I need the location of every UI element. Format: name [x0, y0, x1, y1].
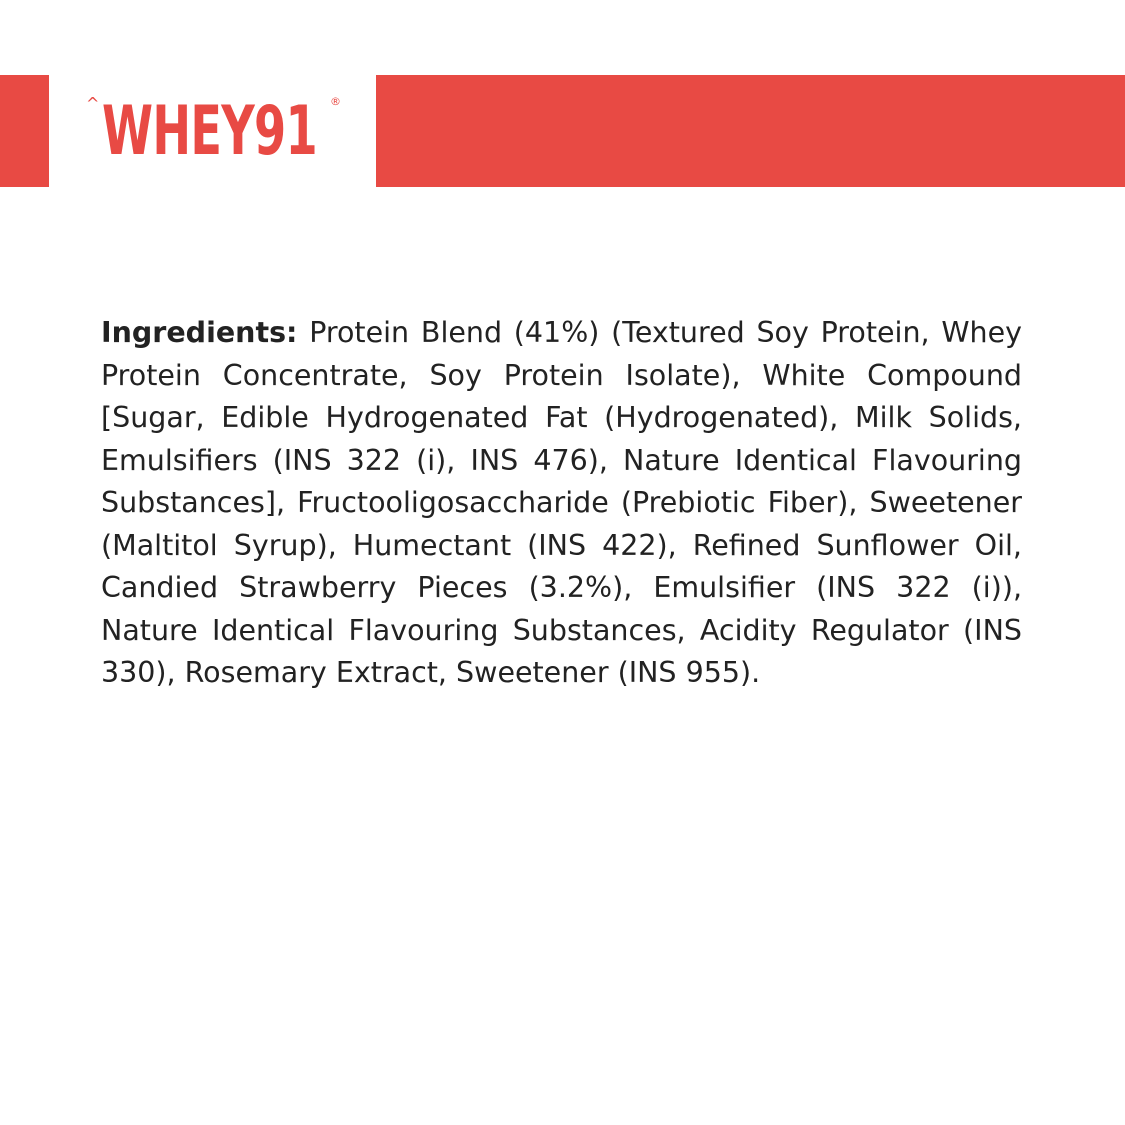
registered-mark: ®	[330, 95, 341, 108]
header-band-left	[0, 75, 49, 187]
logo-wordmark: WHEY91	[102, 92, 318, 171]
ingredients-paragraph	[101, 312, 1022, 695]
logo-caret: ^	[86, 94, 100, 113]
ingredients-text: Protein Blend (41%) (Textured Soy Protein, Whey Protein Concentrate, Soy Protein Isolate), White Compound [Sugar, Edible Hydrogenated Fat (Hydrogenated), Milk Solids, Emulsifiers (INS 322 (i), INS 476), Nature Identical Flavouring Substances], Fructooligosaccharide (Prebiotic Fiber), Sweetener (Maltitol Syrup), Humectant (INS 422), Refined Sunflower Oil, Candied Strawberry Pieces (3.2%), Emulsifier (INS 322 (i)), Nature Identical Flavouring Substances, Acidity Regulator (INS 330), Rosemary Extract, Sweetener (INS 955).	[101, 316, 1022, 689]
brand-logo	[86, 92, 342, 172]
header-band-right	[376, 75, 1125, 187]
ingredients-label: Ingredients:	[101, 316, 298, 349]
